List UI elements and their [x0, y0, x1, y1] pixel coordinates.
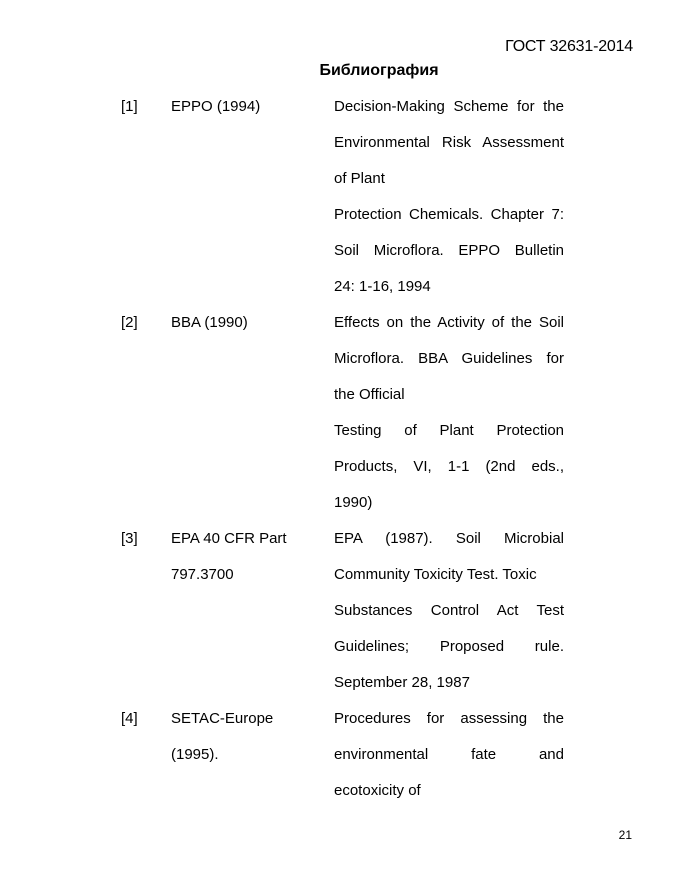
- description-line: Decision-Making Scheme for the: [334, 98, 564, 115]
- description-line: Community Toxicity Test. Toxic: [334, 566, 537, 583]
- description-line: Guidelines; Proposed rule.: [334, 638, 564, 655]
- source-line: (1995).: [171, 746, 219, 763]
- entry-source: [171, 521, 311, 593]
- entry-description: [334, 305, 564, 521]
- bibliography-entry-4: [0, 701, 680, 809]
- entry-source: EPPO (1994): [171, 98, 261, 115]
- page-title: Библиография: [319, 62, 439, 79]
- description-line: Effects on the Activity of the Soil: [334, 314, 564, 331]
- entry-source: [171, 701, 311, 773]
- standard-code: ГОСТ 32631-2014: [505, 38, 633, 55]
- entry-number: [1]: [121, 98, 138, 115]
- bibliography-entry-3: [0, 521, 680, 701]
- description-line: Products, VI, 1-1 (2nd eds.,: [334, 458, 564, 475]
- entry-description: [334, 701, 564, 809]
- bibliography-entry-1: [0, 89, 680, 305]
- entry-description: [334, 89, 564, 305]
- entry-number: [2]: [121, 314, 138, 331]
- entry-description: [334, 521, 564, 701]
- entry-number: [4]: [121, 710, 138, 727]
- description-line: environmental fate and: [334, 746, 564, 763]
- description-line: Soil Microflora. EPPO Bulletin: [334, 242, 564, 259]
- source-line: 797.3700: [171, 566, 234, 583]
- description-line: EPA (1987). Soil Microbial: [334, 530, 564, 547]
- source-line: SETAC-Europe: [171, 710, 274, 727]
- description-line: Procedures for assessing the: [334, 710, 564, 727]
- description-line: Protection Chemicals. Chapter 7:: [334, 206, 564, 223]
- description-line: September 28, 1987: [334, 674, 470, 691]
- description-line: the Official: [334, 386, 405, 403]
- page-number: 21: [618, 828, 632, 842]
- entry-source: BBA (1990): [171, 314, 248, 331]
- entry-number: [3]: [121, 530, 138, 547]
- description-line: Microflora. BBA Guidelines for: [334, 350, 564, 367]
- description-line: Substances Control Act Test: [334, 602, 564, 619]
- bibliography-entry-2: [0, 305, 680, 521]
- description-line: ecotoxicity of: [334, 782, 421, 799]
- description-line: Testing of Plant Protection: [334, 422, 564, 439]
- bibliography-list: [0, 89, 680, 809]
- description-line: Environmental Risk Assessment: [334, 134, 564, 151]
- description-line: of Plant: [334, 170, 385, 187]
- description-line: 24: 1-16, 1994: [334, 278, 431, 295]
- source-line: EPA 40 CFR Part: [171, 530, 287, 547]
- description-line: 1990): [334, 494, 373, 511]
